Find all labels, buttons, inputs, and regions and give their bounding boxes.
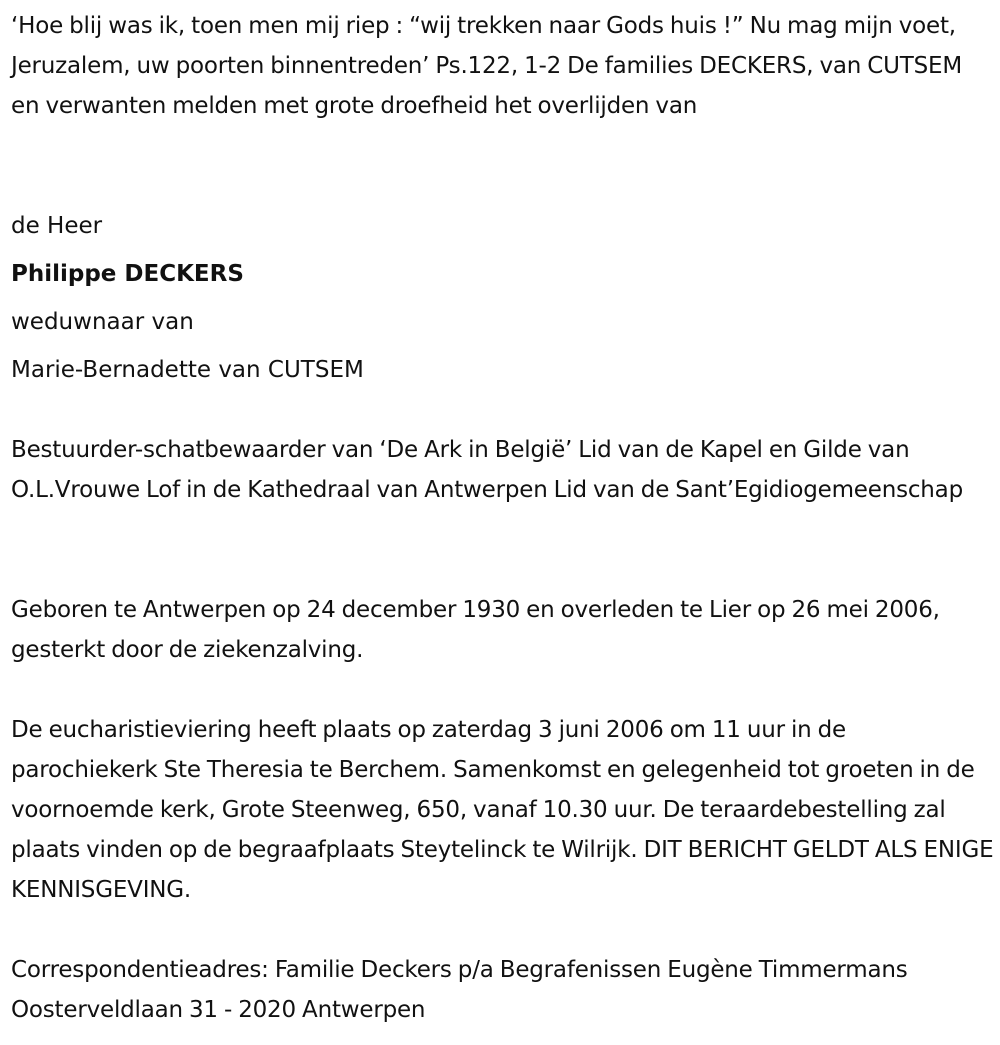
spouse-name: Marie-Bernadette van CUTSEM [11,357,364,383]
deceased-name: Philippe DECKERS [11,261,244,287]
correspondence-address: Correspondentieadres: Familie Deckers p/a Begrafenissen Eugène Timmermans Oosterveldlaan 31 - 2020 Antwerpen [11,957,908,1023]
ceremony-paragraph: De eucharistieviering heeft plaats op zaterdag 3 juni 2006 om 11 uur in de parochiekerk Ste Theresia te Berchem. Samenkomst en gelegenheid tot groeten in de voornoemde kerk, Grote Steenweg, 650, vanaf 10.30 uur. De teraardebestelling zal plaats vinden op de begraafplaats Steytelinck te Wilrijk. DIT BERICHT GELDT ALS ENIGE KENNISGEVING. [11,717,994,903]
intro-paragraph: ‘Hoe blij was ik, toen men mij riep : “wij trekken naar Gods huis !” Nu mag mijn voet, Jeruzalem, uw poorten binnentreden’ Ps.122, 1-2 De families DECKERS, van CUTSEM en verwanten melden met grote droefheid het overlijden van [11,13,962,119]
title-prefix: de Heer [11,213,103,239]
birth-death-paragraph: Geboren te Antwerpen op 24 december 1930 en overleden te Lier op 26 mei 2006, gesterkt door de ziekenzalving. [11,597,940,663]
functions-paragraph: Bestuurder-schatbewaarder van ‘De Ark in België’ Lid van de Kapel en Gilde van O.L.Vrouwe Lof in de Kathedraal van Antwerpen Lid van de Sant’Egidiogemeenschap [11,437,963,503]
relation-label: weduwnaar van [11,309,194,335]
